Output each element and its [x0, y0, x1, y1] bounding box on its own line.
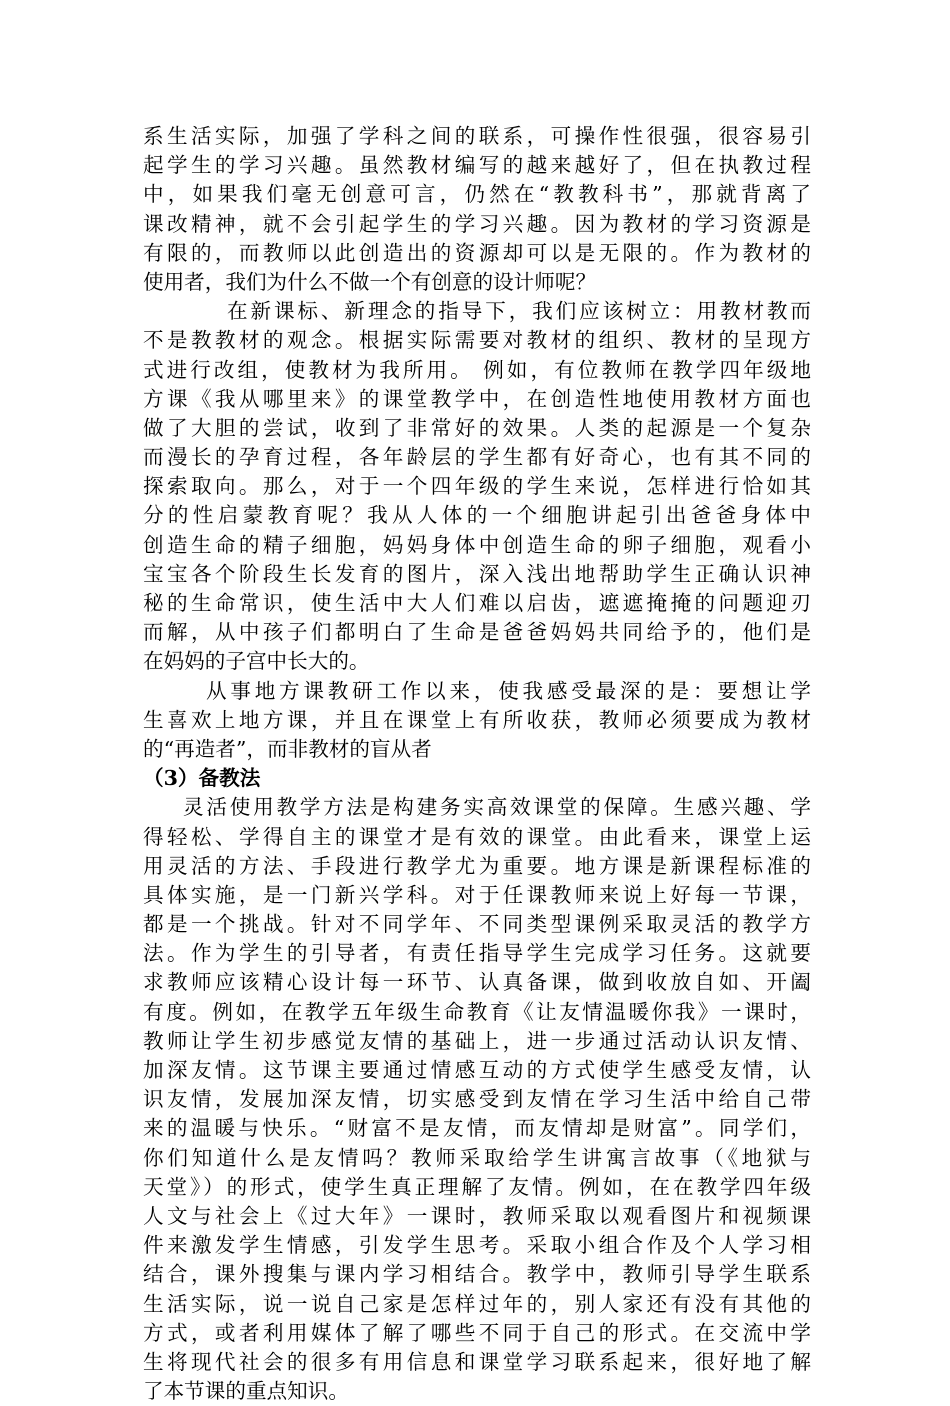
text-line: 的“再造者”，而非教材的盲从者 [143, 736, 432, 761]
paragraph-1 [143, 122, 811, 297]
text-line: 起学生的学习兴趣。虽然教材编写的越来越好了，但在执教过程 [143, 153, 811, 178]
text-line: 用灵活的方法、手段进行教学尤为重要。地方课是新课程标准的 [143, 853, 811, 878]
text-line: 灵活使用教学方法是构建务实高效课堂的保障。生感兴趣、学 [183, 795, 811, 820]
text-line: 在新课标、新理念的指导下，我们应该树立：用教材教而 [227, 299, 811, 324]
text-line: 而解，从中孩子们都明白了生命是爸爸妈妈共同给予的，他们是 [143, 620, 811, 645]
text-line: 具体实施，是一门新兴学科。对于任课教师来说上好每一节课， [143, 882, 811, 907]
text-line: 创造生命的精子细胞，妈妈身体中创造生命的卵子细胞，观看小 [143, 532, 811, 557]
text-line: 使用者，我们为什么不做一个有创意的设计师呢？ [143, 269, 597, 294]
section-heading: （3）备教法 [143, 766, 261, 791]
text-line: 秘的生命常识，使生活中大人们难以启齿，遮遮掩掩的问题迎刃 [143, 591, 811, 615]
text-line: 在妈妈的子宫中长大的。 [143, 649, 370, 674]
text-line: 课改精神，就不会引起学生的学习兴趣。因为教材的学习资源是 [143, 211, 811, 236]
text-line: 生喜欢上地方课，并且在课堂上有所收获，教师必须要成为教材 [143, 707, 811, 732]
text-line: 法。作为学生的引导者，有责任指导学生完成学习任务。这就要 [143, 941, 811, 966]
text-line: 生将现代社会的很多有用信息和课堂学习联系起来，很好地了解 [143, 1349, 811, 1374]
text-line: 了本节课的重点知识。 [143, 1379, 349, 1404]
document-page [143, 122, 811, 1406]
text-line: 方课《我从哪里来》的课堂教学中，在创造性地使用教材方面也 [143, 386, 811, 411]
text-line: 宝宝各个阶段生长发育的图片，深入浅出地帮助学生正确认识神 [143, 561, 811, 586]
text-line: 从事地方课教研工作以来，使我感受最深的是：要想让学 [206, 678, 811, 703]
paragraph-4 [143, 793, 811, 1406]
text-line: 结合，课外搜集与课内学习相结合。教学中，教师引导学生联系 [143, 1262, 811, 1287]
text-line: 来的温暖与快乐。“财富不是友情，而友情却是财富”。同学们， [143, 1116, 811, 1141]
text-line: 件来激发学生情感，引发学生思考。采取小组合作及个人学习相 [143, 1233, 811, 1258]
text-line: 都是一个挑战。针对不同学年、不同类型课例采取灵活的教学方 [143, 912, 811, 937]
paragraph-3 [143, 677, 811, 765]
text-line: 天堂》）的形式，使学生真正理解了友情。例如，在在教学四年级 [143, 1174, 811, 1199]
paragraph-2 [143, 297, 811, 676]
text-line: 生活实际，说一说自己家是怎样过年的，别人家还有没有其他的 [143, 1291, 811, 1316]
text-line: 有度。例如，在教学五年级生命教育《让友情温暖你我》一课时， [143, 999, 811, 1024]
text-line: 探索取向。那么，对于一个四年级的学生来说，怎样进行恰如其 [143, 474, 811, 499]
text-line: 识友情，发展加深友情，切实感受到友情在学习生活中给自己带 [143, 1087, 811, 1112]
text-line: 有限的，而教师以此创造出的资源却可以是无限的。作为教材的 [143, 240, 811, 265]
text-line: 做了大胆的尝试，收到了非常好的效果。人类的起源是一个复杂 [143, 415, 811, 440]
text-line: 你们知道什么是友情吗？教师采取给学生讲寓言故事（《地狱与 [143, 1145, 811, 1170]
text-line: 教师让学生初步感觉友情的基础上，进一步通过活动认识友情、 [143, 1028, 811, 1053]
text-line: 式进行改组，使教材为我所用。 例如，有位教师在教学四年级地 [143, 357, 811, 382]
text-line: 不是教教材的观念。根据实际需要对教材的组织、教材的呈现方 [143, 328, 811, 353]
text-line: 求教师应该精心设计每一环节、认真备课，做到收放自如、开阖 [143, 970, 811, 995]
text-line: 加深友情。这节课主要通过情感互动的方式使学生感受友情，认 [143, 1058, 811, 1082]
text-line: 分的性启蒙教育呢？我从人体的一个细胞讲起引出爸爸身体中 [143, 503, 811, 528]
text-line: 系生活实际，加强了学科之间的联系，可操作性很强，很容易引 [143, 124, 811, 148]
text-line: 得轻松、学得自主的课堂才是有效的课堂。由此看来，课堂上运 [143, 824, 811, 849]
text-line: 中，如果我们毫无创意可言，仍然在“教教科书”，那就背离了 [143, 182, 811, 207]
text-line: 人文与社会上《过大年》一课时，教师采取以观看图片和视频课 [143, 1203, 811, 1228]
text-line: 方式，或者利用媒体了解了哪些不同于自己的形式。在交流中学 [143, 1320, 811, 1345]
text-line: 而漫长的孕育过程，各年龄层的学生都有好奇心，也有其不同的 [143, 445, 811, 470]
